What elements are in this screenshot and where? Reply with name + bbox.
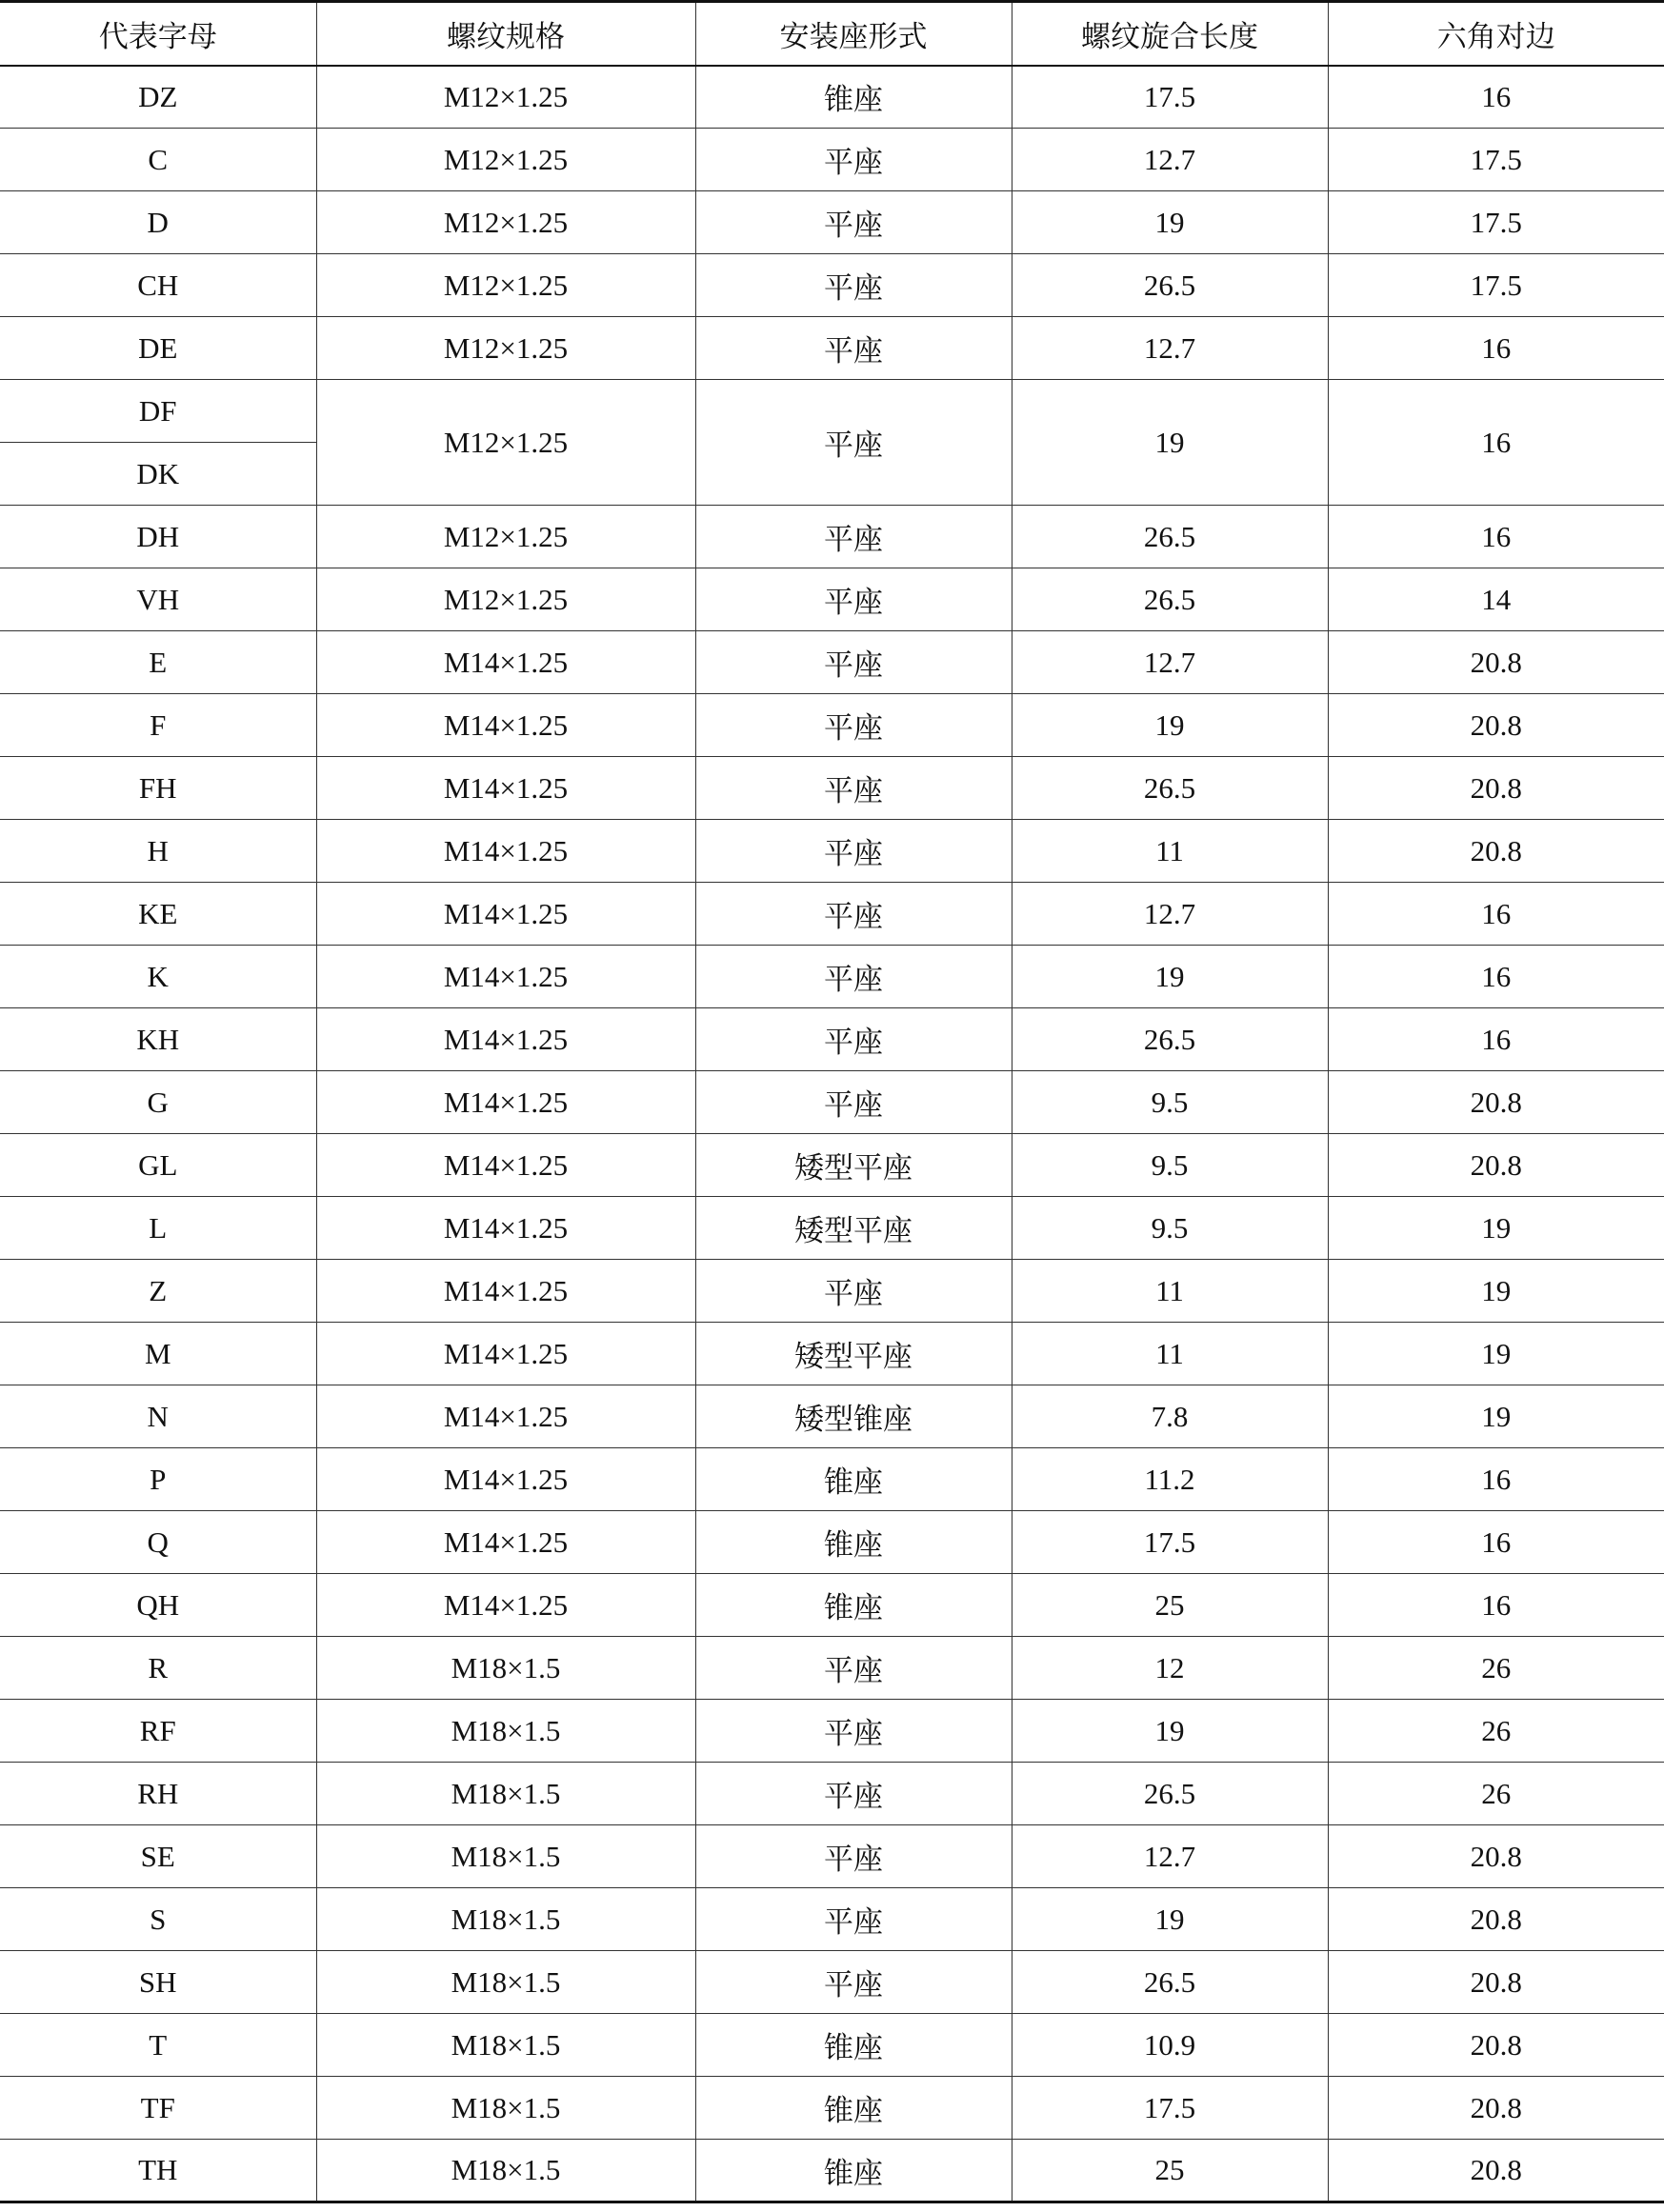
thread-length-cell: 19 [1012, 1700, 1328, 1763]
thread-length-cell: 25 [1012, 2140, 1328, 2202]
thread-length-cell: 26.5 [1012, 568, 1328, 631]
header-thread-spec: 螺纹规格 [316, 2, 695, 66]
thread-length-cell: 17.5 [1012, 66, 1328, 129]
code-cell: P [0, 1448, 316, 1511]
thread-length-cell: 26.5 [1012, 254, 1328, 317]
thread-spec-cell: M12×1.25 [316, 191, 695, 254]
hex-size-cell: 16 [1328, 66, 1664, 129]
header-thread-length: 螺纹旋合长度 [1012, 2, 1328, 66]
code-cell: RH [0, 1763, 316, 1825]
code-cell: RF [0, 1700, 316, 1763]
thread-spec-cell: M14×1.25 [316, 757, 695, 820]
code-cell: DZ [0, 66, 316, 129]
code-cell: Q [0, 1511, 316, 1574]
code-cell: E [0, 631, 316, 694]
seat-type-cell: 矮型平座 [695, 1323, 1012, 1385]
code-cell: TF [0, 2077, 316, 2140]
thread-spec-cell: M12×1.25 [316, 317, 695, 380]
seat-type-cell: 平座 [695, 1071, 1012, 1134]
thread-spec-cell: M14×1.25 [316, 1385, 695, 1448]
code-cell: Z [0, 1260, 316, 1323]
table-row [0, 1825, 1664, 1888]
seat-type-cell: 矮型平座 [695, 1134, 1012, 1197]
thread-length-cell: 9.5 [1012, 1071, 1328, 1134]
seat-type-cell: 平座 [695, 317, 1012, 380]
thread-spec-cell: M18×1.5 [316, 1888, 695, 1951]
hex-size-cell: 19 [1328, 1323, 1664, 1385]
seat-type-cell: 锥座 [695, 2014, 1012, 2077]
hex-size-cell: 20.8 [1328, 1888, 1664, 1951]
table-row [0, 1574, 1664, 1637]
seat-type-cell: 平座 [695, 1763, 1012, 1825]
hex-size-cell: 16 [1328, 1008, 1664, 1071]
table-row [0, 1385, 1664, 1448]
hex-size-cell: 17.5 [1328, 129, 1664, 191]
seat-type-cell: 平座 [695, 883, 1012, 946]
thread-length-cell: 7.8 [1012, 1385, 1328, 1448]
thread-spec-cell: M14×1.25 [316, 1574, 695, 1637]
seat-type-cell: 平座 [695, 1951, 1012, 2014]
table-row [0, 1323, 1664, 1385]
hex-size-cell: 26 [1328, 1637, 1664, 1700]
code-cell: S [0, 1888, 316, 1951]
thread-length-cell: 26.5 [1012, 1008, 1328, 1071]
table-row [0, 1511, 1664, 1574]
seat-type-cell: 平座 [695, 506, 1012, 568]
thread-length-cell: 26.5 [1012, 1951, 1328, 2014]
table-body [0, 66, 1664, 2202]
hex-size-cell: 16 [1328, 506, 1664, 568]
thread-spec-cell: M14×1.25 [316, 1260, 695, 1323]
table-row [0, 694, 1664, 757]
table-row [0, 1008, 1664, 1071]
header-code: 代表字母 [0, 2, 316, 66]
hex-size-cell: 26 [1328, 1700, 1664, 1763]
thread-length-cell: 11 [1012, 1260, 1328, 1323]
code-cell: K [0, 946, 316, 1008]
thread-length-cell: 19 [1012, 380, 1328, 506]
table-row [0, 631, 1664, 694]
table-row [0, 946, 1664, 1008]
table-row [0, 2077, 1664, 2140]
thread-length-cell: 11 [1012, 1323, 1328, 1385]
thread-spec-cell: M12×1.25 [316, 66, 695, 129]
hex-size-cell: 20.8 [1328, 1825, 1664, 1888]
thread-spec-cell: M14×1.25 [316, 1323, 695, 1385]
table-row [0, 506, 1664, 568]
thread-spec-cell: M14×1.25 [316, 820, 695, 883]
thread-spec-cell: M12×1.25 [316, 380, 695, 506]
hex-size-cell: 16 [1328, 380, 1664, 506]
seat-type-cell: 平座 [695, 631, 1012, 694]
seat-type-cell: 平座 [695, 380, 1012, 506]
hex-size-cell: 20.8 [1328, 2077, 1664, 2140]
thread-length-cell: 11 [1012, 820, 1328, 883]
hex-size-cell: 19 [1328, 1385, 1664, 1448]
thread-length-cell: 9.5 [1012, 1134, 1328, 1197]
seat-type-cell: 锥座 [695, 66, 1012, 129]
thread-length-cell: 19 [1012, 191, 1328, 254]
code-cell: DE [0, 317, 316, 380]
table-header [0, 2, 1664, 66]
hex-size-cell: 16 [1328, 317, 1664, 380]
seat-type-cell: 矮型锥座 [695, 1385, 1012, 1448]
table-row [0, 1700, 1664, 1763]
code-cell: G [0, 1071, 316, 1134]
table-row [0, 1637, 1664, 1700]
thread-spec-cell: M18×1.5 [316, 2014, 695, 2077]
table-row [0, 568, 1664, 631]
code-cell: N [0, 1385, 316, 1448]
table-row [0, 2014, 1664, 2077]
table-row [0, 1888, 1664, 1951]
hex-size-cell: 16 [1328, 946, 1664, 1008]
table-row [0, 757, 1664, 820]
seat-type-cell: 平座 [695, 191, 1012, 254]
hex-size-cell: 20.8 [1328, 631, 1664, 694]
code-cell: M [0, 1323, 316, 1385]
seat-type-cell: 平座 [695, 1260, 1012, 1323]
seat-type-cell: 平座 [695, 1888, 1012, 1951]
thread-spec-cell: M12×1.25 [316, 506, 695, 568]
seat-type-cell: 平座 [695, 1008, 1012, 1071]
code-cell: CH [0, 254, 316, 317]
thread-spec-cell: M14×1.25 [316, 1448, 695, 1511]
hex-size-cell: 20.8 [1328, 2014, 1664, 2077]
table-row [0, 820, 1664, 883]
seat-type-cell: 平座 [695, 568, 1012, 631]
hex-size-cell: 20.8 [1328, 757, 1664, 820]
hex-size-cell: 20.8 [1328, 820, 1664, 883]
code-cell: VH [0, 568, 316, 631]
seat-type-cell: 平座 [695, 1637, 1012, 1700]
table-row [0, 1197, 1664, 1260]
seat-type-cell: 平座 [695, 254, 1012, 317]
thread-length-cell: 26.5 [1012, 506, 1328, 568]
seat-type-cell: 平座 [695, 1700, 1012, 1763]
hex-size-cell: 16 [1328, 1574, 1664, 1637]
thread-spec-cell: M18×1.5 [316, 2140, 695, 2202]
thread-spec-cell: M12×1.25 [316, 129, 695, 191]
thread-spec-cell: M14×1.25 [316, 694, 695, 757]
hex-size-cell: 20.8 [1328, 1071, 1664, 1134]
hex-size-cell: 19 [1328, 1197, 1664, 1260]
thread-spec-cell: M14×1.25 [316, 1511, 695, 1574]
thread-length-cell: 9.5 [1012, 1197, 1328, 1260]
table-row [0, 380, 1664, 443]
seat-type-cell: 锥座 [695, 2140, 1012, 2202]
seat-type-cell: 锥座 [695, 2077, 1012, 2140]
code-cell: D [0, 191, 316, 254]
table-row [0, 1071, 1664, 1134]
thread-length-cell: 25 [1012, 1574, 1328, 1637]
thread-spec-cell: M18×1.5 [316, 1951, 695, 2014]
code-cell: H [0, 820, 316, 883]
thread-spec-cell: M14×1.25 [316, 1197, 695, 1260]
header-row [0, 2, 1664, 66]
hex-size-cell: 16 [1328, 1448, 1664, 1511]
seat-type-cell: 平座 [695, 820, 1012, 883]
code-cell: L [0, 1197, 316, 1260]
table-row [0, 1260, 1664, 1323]
code-cell: SH [0, 1951, 316, 2014]
seat-type-cell: 平座 [695, 946, 1012, 1008]
code-cell: GL [0, 1134, 316, 1197]
code-cell: F [0, 694, 316, 757]
table-row [0, 883, 1664, 946]
thread-length-cell: 17.5 [1012, 1511, 1328, 1574]
header-hex-size: 六角对边 [1328, 2, 1664, 66]
thread-spec-cell: M14×1.25 [316, 1134, 695, 1197]
code-cell: KE [0, 883, 316, 946]
thread-length-cell: 12.7 [1012, 317, 1328, 380]
seat-type-cell: 锥座 [695, 1511, 1012, 1574]
thread-spec-cell: M18×1.5 [316, 1763, 695, 1825]
code-cell: DF [0, 380, 316, 443]
thread-spec-cell: M18×1.5 [316, 1825, 695, 1888]
table-row [0, 2140, 1664, 2202]
seat-type-cell: 锥座 [695, 1448, 1012, 1511]
seat-type-cell: 平座 [695, 1825, 1012, 1888]
hex-size-cell: 19 [1328, 1260, 1664, 1323]
seat-type-cell: 平座 [695, 757, 1012, 820]
table-row [0, 1134, 1664, 1197]
code-cell: DH [0, 506, 316, 568]
thread-spec-cell: M12×1.25 [316, 254, 695, 317]
code-cell: T [0, 2014, 316, 2077]
hex-size-cell: 17.5 [1328, 254, 1664, 317]
hex-size-cell: 20.8 [1328, 694, 1664, 757]
thread-length-cell: 11.2 [1012, 1448, 1328, 1511]
seat-type-cell: 锥座 [695, 1574, 1012, 1637]
code-cell: FH [0, 757, 316, 820]
table-row [0, 317, 1664, 380]
hex-size-cell: 20.8 [1328, 1134, 1664, 1197]
thread-spec-cell: M14×1.25 [316, 1008, 695, 1071]
code-cell: KH [0, 1008, 316, 1071]
thread-length-cell: 19 [1012, 1888, 1328, 1951]
code-cell: QH [0, 1574, 316, 1637]
hex-size-cell: 20.8 [1328, 1951, 1664, 2014]
code-cell: R [0, 1637, 316, 1700]
table-row [0, 191, 1664, 254]
thread-length-cell: 10.9 [1012, 2014, 1328, 2077]
hex-size-cell: 16 [1328, 883, 1664, 946]
code-cell: C [0, 129, 316, 191]
thread-length-cell: 19 [1012, 946, 1328, 1008]
thread-length-cell: 12 [1012, 1637, 1328, 1700]
thread-length-cell: 26.5 [1012, 1763, 1328, 1825]
thread-spec-cell: M14×1.25 [316, 1071, 695, 1134]
code-cell: TH [0, 2140, 316, 2202]
table-row [0, 1951, 1664, 2014]
thread-spec-cell: M14×1.25 [316, 883, 695, 946]
thread-length-cell: 26.5 [1012, 757, 1328, 820]
thread-length-cell: 12.7 [1012, 631, 1328, 694]
hex-size-cell: 17.5 [1328, 191, 1664, 254]
thread-spec-cell: M12×1.25 [316, 568, 695, 631]
thread-spec-cell: M18×1.5 [316, 2077, 695, 2140]
thread-spec-cell: M14×1.25 [316, 946, 695, 1008]
table-row [0, 66, 1664, 129]
thread-length-cell: 12.7 [1012, 1825, 1328, 1888]
seat-type-cell: 矮型平座 [695, 1197, 1012, 1260]
hex-size-cell: 16 [1328, 1511, 1664, 1574]
table-row [0, 254, 1664, 317]
hex-size-cell: 14 [1328, 568, 1664, 631]
thread-length-cell: 12.7 [1012, 129, 1328, 191]
code-cell: DK [0, 443, 316, 506]
thread-spec-cell: M14×1.25 [316, 631, 695, 694]
hex-size-cell: 26 [1328, 1763, 1664, 1825]
code-cell: SE [0, 1825, 316, 1888]
table-row [0, 129, 1664, 191]
table-row [0, 1448, 1664, 1511]
thread-length-cell: 19 [1012, 694, 1328, 757]
seat-type-cell: 平座 [695, 129, 1012, 191]
thread-length-cell: 17.5 [1012, 2077, 1328, 2140]
thread-spec-cell: M18×1.5 [316, 1637, 695, 1700]
thread-length-cell: 12.7 [1012, 883, 1328, 946]
hex-size-cell: 20.8 [1328, 2140, 1664, 2202]
seat-type-cell: 平座 [695, 694, 1012, 757]
thread-spec-cell: M18×1.5 [316, 1700, 695, 1763]
table-row [0, 1763, 1664, 1825]
header-seat-type: 安装座形式 [695, 2, 1012, 66]
